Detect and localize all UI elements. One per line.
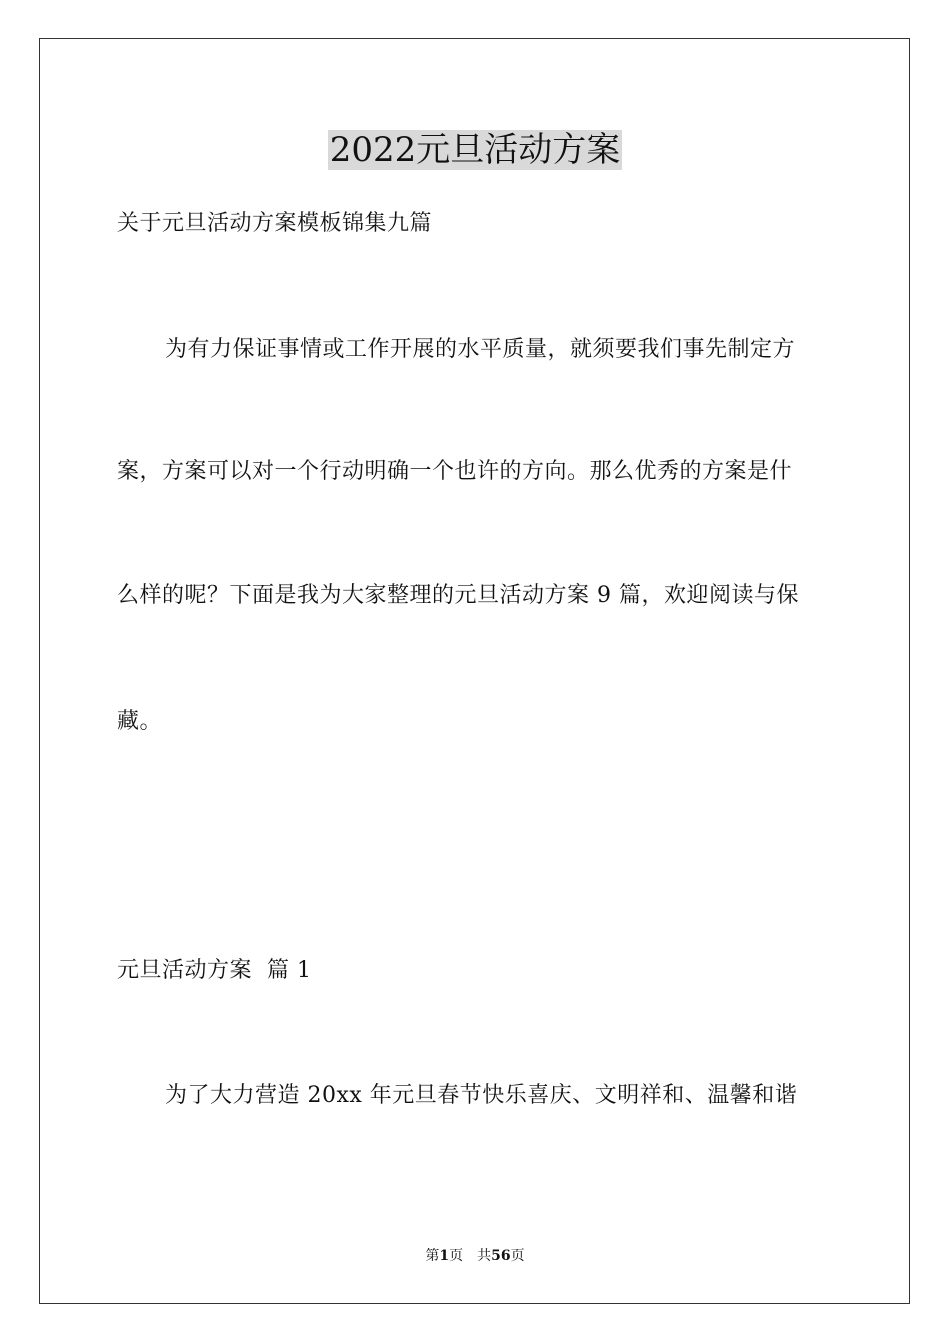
- intro-line-3: 么样的呢？下面是我为大家整理的元旦活动方案 9 篇，欢迎阅读与保: [117, 583, 799, 608]
- section-heading: 元旦活动方案 篇 1: [117, 958, 312, 983]
- page-footer: [0, 1246, 950, 1266]
- footer-page-suffix: 页: [449, 1248, 464, 1264]
- intro-line-4: 藏。: [117, 709, 163, 734]
- document-title: [0, 124, 950, 176]
- intro-line-1: 为有力保证事情或工作开展的水平质量，就须要我们事先制定方: [165, 337, 796, 362]
- section-paragraph-line-1: 为了大力营造 20xx 年元旦春节快乐喜庆、文明祥和、温馨和谐: [165, 1083, 798, 1108]
- document-title-text: 2022元旦活动方案: [329, 130, 621, 170]
- intro-line-2: 案，方案可以对一个行动明确一个也许的方向。那么优秀的方案是什: [117, 459, 793, 484]
- footer-total-pages: 56: [491, 1248, 511, 1264]
- footer-total-prefix: 共: [477, 1248, 492, 1264]
- footer-total-suffix: 页: [510, 1248, 525, 1264]
- document-subtitle: 关于元旦活动方案模板锦集九篇: [117, 211, 433, 236]
- footer-page-number: 1: [439, 1248, 450, 1264]
- footer-page-prefix: 第: [425, 1248, 440, 1264]
